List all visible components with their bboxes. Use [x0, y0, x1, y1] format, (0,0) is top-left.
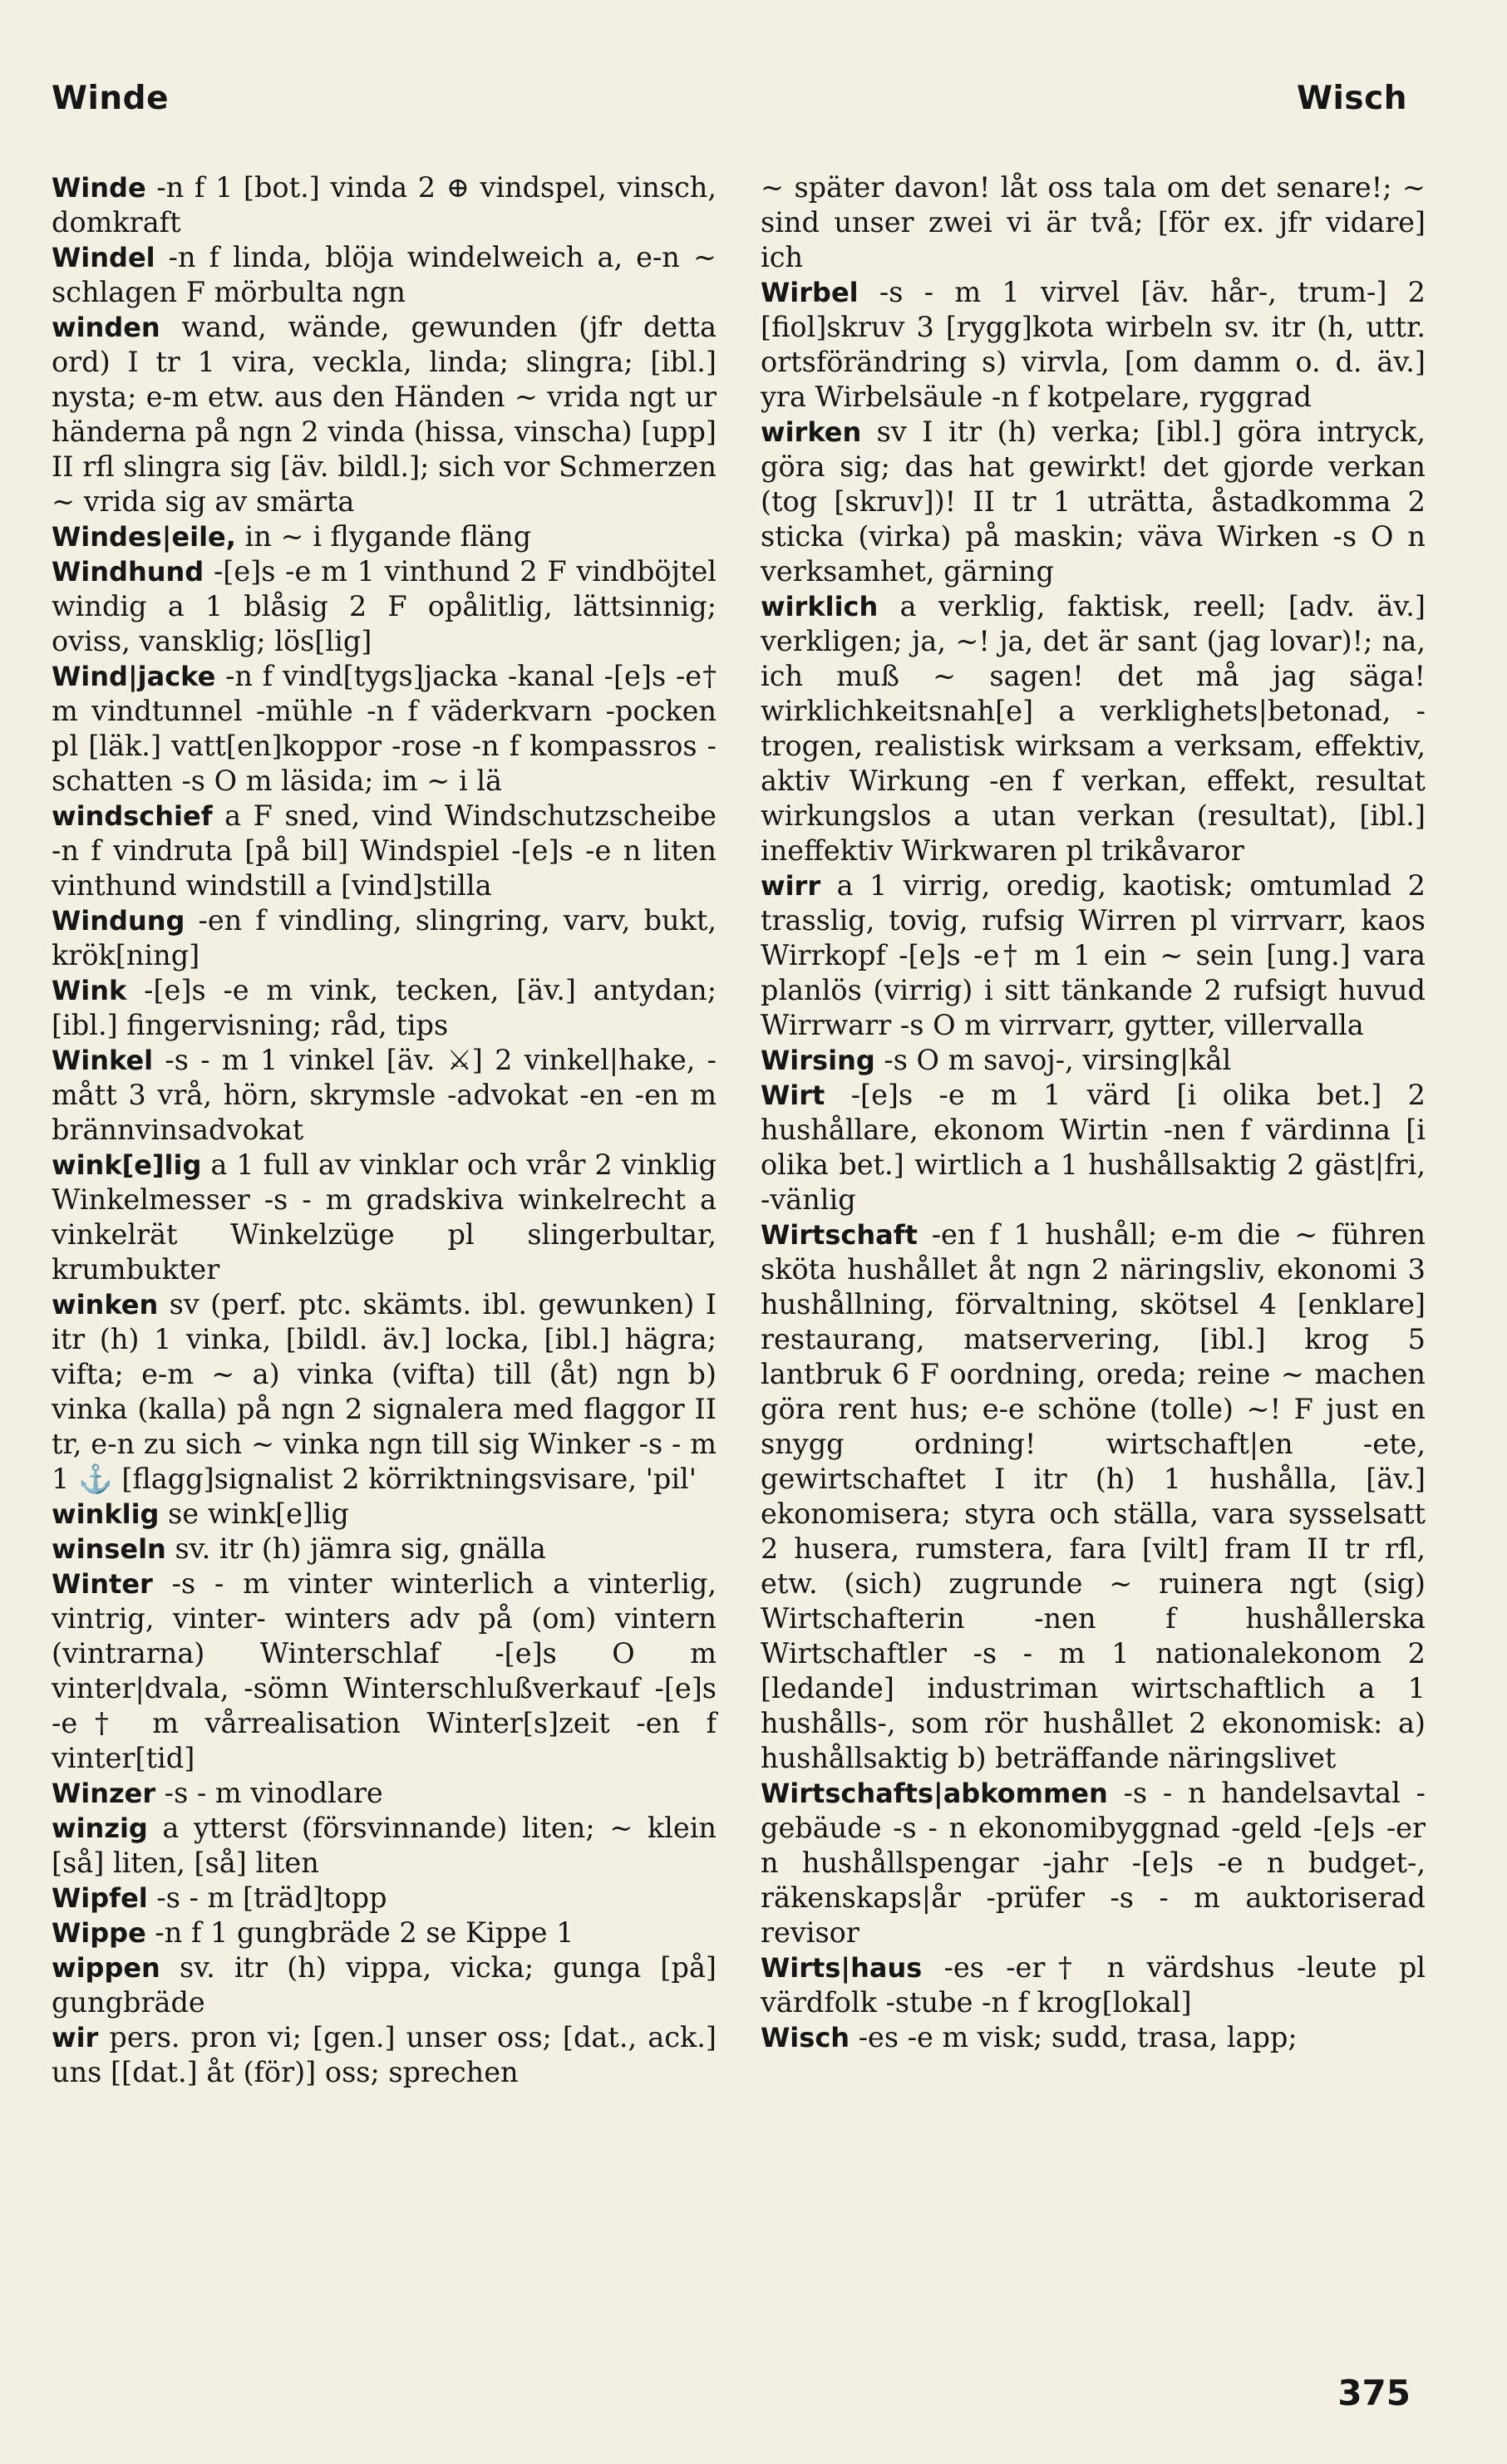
- dictionary-entry: [761, 1950, 1426, 2020]
- headword: Windung: [52, 905, 185, 937]
- dictionary-entry: [52, 1566, 717, 1776]
- dictionary-entry: [761, 170, 1426, 275]
- headword: winklig: [52, 1498, 160, 1530]
- dictionary-entry: [52, 1950, 717, 2020]
- entry-text: -[e]s -e m 1 värd [i olika bet.] 2 hushållare, ekonom Wirtin -nen f värdinna [i olika bet.] wirtlich a 1 hushållsaktig 2 gäst|fri, -vänlig: [761, 1079, 1426, 1216]
- dictionary-entry: [52, 1811, 717, 1881]
- headword: Wirtschaft: [761, 1219, 918, 1251]
- headword: Wippe: [52, 1917, 146, 1949]
- dictionary-entry: [52, 170, 717, 240]
- entry-text: -s - m 1 vinkel [äv. ⚔] 2 vinkel|hake, -mått 3 vrå, hörn, skrymsle -advokat -en -en m brännvinsadvokat: [52, 1044, 717, 1146]
- entry-text: ~ später davon! låt oss tala om det senare!; ~ sind unser zwei vi är två; [för ex. jfr vidare] ich: [761, 171, 1426, 273]
- entry-text: sv. itr (h) vippa, vicka; gunga [på] gungbräde: [52, 1951, 717, 2019]
- entry-text: -s - n handelsavtal -gebäude -s - n ekonomibyggnad -geld -[e]s -er n hushållspengar -jahr -[e]s -e n budget-, räkenskaps|år -prüfer -s - m auktoriserad revisor: [761, 1777, 1426, 1949]
- entry-text: a F sned, vind Windschutzscheibe -n f vindruta [på bil] Windspiel -[e]s -e n liten vinthund windstill a [vind]stilla: [52, 799, 717, 902]
- entry-text: se wink[e]lig: [159, 1498, 349, 1530]
- entry-text: -es -e m visk; sudd, trasa, lapp;: [850, 2021, 1298, 2053]
- headword: Winkel: [52, 1045, 154, 1076]
- left-column: [52, 170, 717, 2090]
- dictionary-entry: [52, 519, 717, 554]
- entry-text: a 1 virrig, oredig, kaotisk; omtumlad 2 trasslig, tovig, rufsig Wirren pl virrvarr, kaos Wirrkopf -[e]s -e† m 1 ein ~ sein [ung.] vara planlös (virrig) i sitt tänkande 2 rufsigt huvud Wirrwarr -s O m virrvarr, gytter, villervalla: [761, 869, 1426, 1041]
- headword: windschief: [52, 800, 213, 832]
- dictionary-entry: [761, 868, 1426, 1043]
- entry-text: in ~ i flygande fläng: [235, 520, 532, 553]
- headword: Wisch: [761, 2022, 850, 2053]
- headword: wirken: [761, 416, 862, 448]
- dictionary-entry: [52, 240, 717, 310]
- dictionary-entry: [52, 310, 717, 519]
- headword: wir: [52, 2022, 99, 2053]
- dictionary-entry: [52, 903, 717, 973]
- dictionary-entry: [52, 799, 717, 903]
- dictionary-entry: [52, 973, 717, 1043]
- entry-text: a 1 full av vinklar och vrår 2 vinklig Winkelmesser -s - m gradskiva winkelrecht a vinkelrät Winkelzüge pl slingerbultar, krumbukter: [52, 1148, 717, 1286]
- headword: wirklich: [761, 591, 879, 622]
- headword: winseln: [52, 1533, 166, 1565]
- headword: Wink: [52, 975, 127, 1006]
- dictionary-entry: [761, 589, 1426, 868]
- headword: Winde: [52, 172, 146, 204]
- headword: winden: [52, 312, 160, 343]
- headword: Wirts|haus: [761, 1952, 923, 1984]
- entry-text: -[e]s -e m 1 vinthund 2 F vindböjtel windig a 1 blåsig 2 F opålitlig, lättsinnig; oviss, vansklig; lös[lig]: [52, 555, 717, 657]
- headword: Wirtschafts|abkommen: [761, 1778, 1108, 1809]
- headword: Wind|jacke: [52, 661, 216, 692]
- dictionary-entry: [52, 554, 717, 659]
- dictionary-entry: [52, 1287, 717, 1497]
- dictionary-entry: [52, 1497, 717, 1532]
- headword: wink[e]lig: [52, 1149, 202, 1181]
- headword: winzig: [52, 1812, 148, 1844]
- entry-text: -s - m [träd]topp: [147, 1881, 387, 1914]
- dictionary-entry: [52, 1043, 717, 1148]
- entry-text: -s - m 1 virvel [äv. hår-, trum-] 2 [fiol]skruv 3 [rygg]kota wirbeln sv. itr (h, uttr. ortsförändring s) virvla, [om damm o. d. äv.] yra Wirbelsäule -n f kotpelare, ryggrad: [761, 276, 1426, 413]
- entry-text: -n f linda, blöja windelweich a, e-n ~ schlagen F mörbulta ngn: [52, 241, 717, 308]
- dictionary-entry: [761, 1078, 1426, 1217]
- headword: winken: [52, 1289, 159, 1321]
- headword: wirr: [761, 870, 821, 902]
- headword: Winter: [52, 1568, 153, 1600]
- entry-text: -n f 1 gungbräde 2 se Kippe 1: [145, 1916, 574, 1949]
- headword: Wirsing: [761, 1045, 875, 1076]
- entry-text: -s - m vinodlare: [155, 1777, 383, 1809]
- entry-text: wand, wände, gewunden (jfr detta ord) I tr 1 vira, veckla, linda; slingra; [ibl.] nysta; e-m etw. aus den Händen ~ vrida ngt ur händerna på ngn 2 vinda (hissa, vinscha) [upp] II rfl slingra sig [äv. bildl.]; sich vor Schmerzen ~ vrida sig av smärta: [52, 311, 717, 518]
- entry-text: sv I itr (h) verka; [ibl.] göra intryck, göra sig; das hat gewirkt! det gjorde verkan (tog [skruv])! II tr 1 uträtta, åstadkomma 2 sticka (virka) på maskin; väva Wirken -s O n verksamhet, gärning: [761, 416, 1426, 588]
- entry-text: -[e]s -e m vink, tecken, [äv.] antydan; [ibl.] fingervisning; råd, tips: [52, 974, 717, 1041]
- headword: wippen: [52, 1952, 160, 1984]
- dictionary-entry: [761, 275, 1426, 415]
- entry-text: -es -er† n värdshus -leute pl värdfolk -stube -n f krog[lokal]: [761, 1951, 1426, 2019]
- entry-text: a verklig, faktisk, reell; [adv. äv.] verkligen; ja, ~! ja, det är sant (jag lovar)!; na, ich muß ~ sagen! det må jag säga! wirklichkeitsnah[e] a verklighets|betonad, -trogen, realistisk wirksam a verksam, effektiv, aktiv Wirkung -en f verkan, effekt, resultat wirkungslos a utan verkan (resultat), [ibl.] ineffektiv Wirkwaren pl trikåvaror: [761, 590, 1426, 867]
- running-head-left: Winde: [52, 80, 170, 117]
- entry-text: -s - m vinter winterlich a vinterlig, vintrig, vinter- winters adv på (om) vintern (vintrarna) Winterschlaf -[e]s O m vinter|dvala, -sömn Winterschlußverkauf -[e]s -e† m vårrealisation Winter[s]zeit -en f vinter[tid]: [52, 1567, 717, 1774]
- dictionary-entry: [761, 415, 1426, 589]
- entry-text: sv (perf. ptc. skämts. ibl. gewunken) I itr (h) 1 vinka, [bildl. äv.] locka, [ibl.] hägra; vifta; e-m ~ a) vinka (vifta) till (åt) ngn b) vinka (kalla) på ngn 2 signalera med flaggor II tr, e-n zu sich ~ vinka ngn till sig Winker -s - m 1 ⚓ [flagg]signalist 2 körriktningsvisare, 'pil': [52, 1288, 717, 1495]
- entry-text: -n f 1 [bot.] vinda 2 ⊕ vindspel, vinsch, domkraft: [52, 171, 717, 239]
- running-head-right: Wisch: [1297, 80, 1407, 117]
- dictionary-entry: [52, 1776, 717, 1811]
- dictionary-entry: [761, 2020, 1426, 2055]
- headword: Wirbel: [761, 277, 859, 308]
- headword: Wirt: [761, 1080, 825, 1111]
- entry-text: -s O m savoj-, virsing|kål: [874, 1044, 1232, 1076]
- dictionary-entry: [52, 1532, 717, 1566]
- headword: Windel: [52, 242, 155, 273]
- headword: Windes|eile,: [52, 521, 236, 553]
- dictionary-entry: [52, 1148, 717, 1287]
- entry-text: a ytterst (försvinnande) liten; ~ klein [så] liten, [så] liten: [52, 1812, 717, 1879]
- dictionary-entry: [761, 1217, 1426, 1776]
- entry-text: -n f vind[tygs]jacka -kanal -[e]s -e† m vindtunnel -mühle -n f väderkvarn -pocken pl [läk.] vatt[en]koppor -rose -n f kompassros -schatten -s O m läsida; im ~ i lä: [52, 660, 717, 797]
- headword: Wipfel: [52, 1882, 148, 1914]
- entry-text: -en f 1 hushåll; e-m die ~ führen sköta hushållet åt ngn 2 näringsliv, ekonomi 3 hushållning, förvaltning, skötsel 4 [enklare] restaurang, matservering, [ibl.] krog 5 lantbruk 6 F oordning, oreda; reine ~ machen göra rent hus; e-e schöne (tolle) ~! F just en snygg ordning! wirtschaft|en -ete, gewirtschaftet I itr (h) 1 hushålla, [äv.] ekonomisera; styra och ställa, vara sysselsatt 2 husera, rumstera, fara [vilt] fram II tr rfl, etw. (sich) zugrunde ~ ruinera ngt (sig) Wirtschafterin -nen f hushållerska Wirtschaftler -s - m 1 nationalekonom 2 [ledande] industriman wirtschaftlich a 1 hushålls-, som rör hushållet 2 ekonomisk: a) hushållsaktig b) beträffande näringslivet: [761, 1218, 1426, 1774]
- entry-text: pers. pron vi; [gen.] unser oss; [dat., ack.] uns [[dat.] åt (för)] oss; sprechen: [52, 2021, 717, 2088]
- entry-text: -en f vindling, slingring, varv, bukt, krök[ning]: [52, 904, 717, 971]
- dictionary-entry: [52, 1916, 717, 1950]
- right-column: [761, 170, 1426, 2055]
- headword: Windhund: [52, 556, 204, 588]
- dictionary-entry: [52, 659, 717, 799]
- entry-text: sv. itr (h) jämra sig, gnälla: [165, 1532, 546, 1565]
- page-number: 375: [1337, 2373, 1411, 2413]
- dictionary-entry: [761, 1043, 1426, 1078]
- dictionary-entry: [52, 1881, 717, 1916]
- dictionary-entry: [52, 2020, 717, 2090]
- headword: Winzer: [52, 1778, 156, 1809]
- dictionary-entry: [761, 1776, 1426, 1950]
